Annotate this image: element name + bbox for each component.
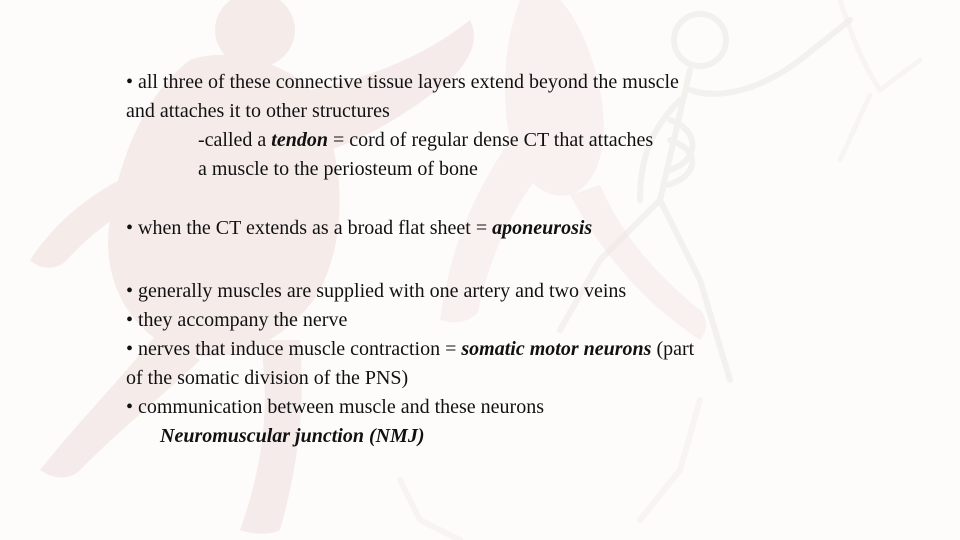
text-fragment: • when the CT extends as a broad flat sheet =	[126, 217, 493, 239]
text-line: • generally muscles are supplied with one artery and two veins	[126, 280, 627, 302]
term-tendon: tendon	[271, 129, 328, 151]
spacer	[126, 184, 826, 214]
text-line: • all three of these connective tissue layers extend beyond the muscle	[126, 71, 679, 93]
text-line: of the somatic division of the PNS)	[126, 367, 409, 389]
text-line: a muscle to the periosteum of bone	[198, 158, 478, 180]
text-fragment: • nerves that induce muscle contraction =	[126, 338, 462, 360]
term-somatic-motor-neurons: somatic motor neurons	[461, 338, 652, 360]
text-fragment: (part	[651, 338, 695, 360]
text-line: • communication between muscle and these neurons	[126, 396, 544, 418]
term-neuromuscular-junction: Neuromuscular junction (NMJ)	[160, 425, 425, 447]
term-aponeurosis: aponeurosis	[492, 217, 593, 239]
text-line: • they accompany the nerve	[126, 309, 348, 331]
text-line-tendon-definition	[126, 126, 826, 155]
text-fragment: = cord of regular dense CT that attaches	[327, 129, 654, 151]
paragraph-aponeurosis	[126, 214, 826, 243]
text-line-somatic-motor-neurons	[126, 335, 826, 364]
slide-body-text	[126, 68, 826, 451]
text-line: and attaches it to other structures	[126, 100, 390, 122]
paragraph-nerve-supply	[126, 277, 826, 451]
text-fragment: -called a	[198, 129, 272, 151]
spacer	[126, 243, 826, 277]
paragraph-tendon	[126, 68, 826, 184]
text-line-aponeurosis	[126, 214, 826, 243]
